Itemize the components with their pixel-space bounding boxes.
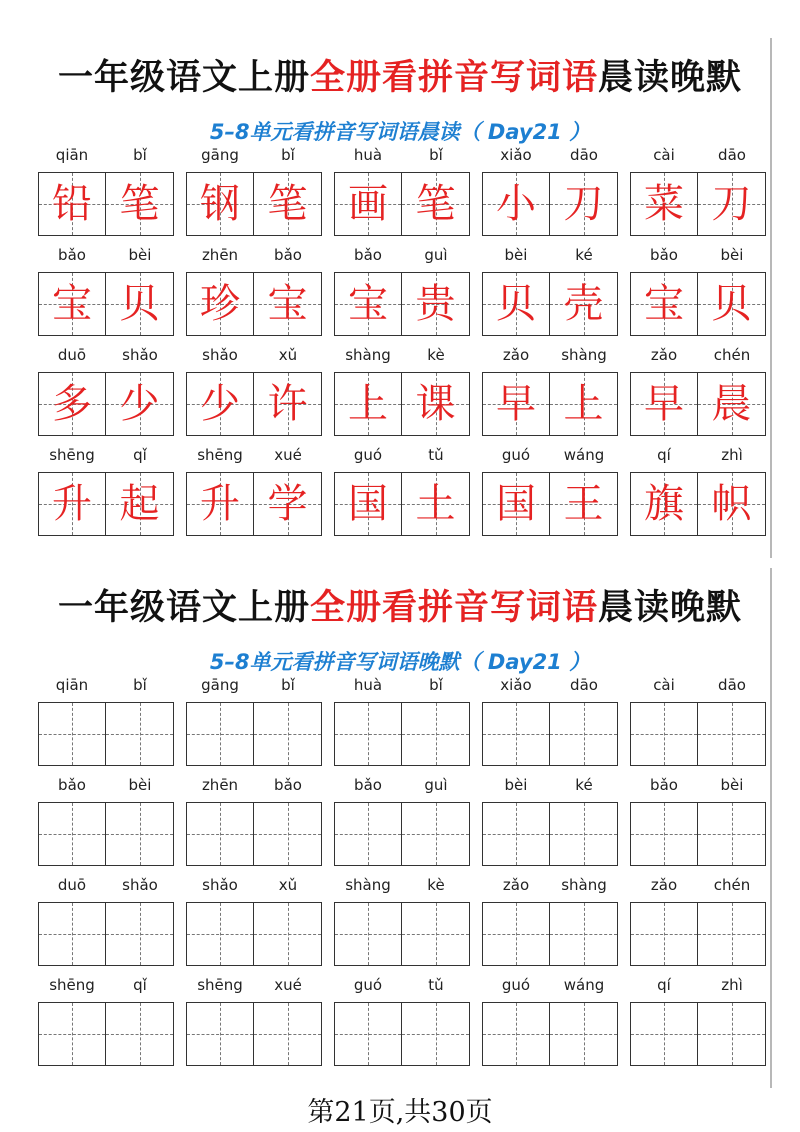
word-item	[38, 876, 176, 966]
hanzi-character: 珍	[200, 281, 240, 327]
pinyin-label: bǎo	[354, 776, 382, 794]
word-item	[186, 876, 324, 966]
writing-cell[interactable]	[187, 903, 254, 965]
pinyin-label: zǎo	[650, 346, 678, 364]
word-item	[482, 146, 620, 236]
word-item	[186, 776, 324, 866]
tianzige-box	[630, 472, 766, 536]
tianzige-box	[482, 472, 618, 536]
writing-cell	[402, 273, 469, 335]
writing-cell	[698, 173, 765, 235]
writing-cell	[254, 473, 321, 535]
tianzige-box[interactable]	[38, 902, 174, 966]
tianzige-box	[38, 372, 174, 436]
pinyin-label: bèi	[720, 246, 744, 264]
writing-cell[interactable]	[39, 903, 106, 965]
tianzige-box[interactable]	[630, 702, 766, 766]
word-item	[482, 446, 620, 536]
pinyin-label: zhì	[721, 446, 743, 464]
writing-cell[interactable]	[106, 703, 173, 765]
writing-cell	[254, 173, 321, 235]
tianzige-box	[482, 272, 618, 336]
word-item	[630, 976, 768, 1066]
title-part-1: 一年级语文上册	[57, 587, 310, 628]
word-grid	[38, 146, 768, 546]
writing-cell	[550, 173, 617, 235]
writing-cell	[631, 373, 698, 435]
pinyin-label: guì	[424, 246, 448, 264]
pinyin-label: huà	[353, 676, 383, 694]
hanzi-character: 壳	[563, 281, 604, 327]
writing-cell	[254, 373, 321, 435]
pinyin-label: bèi	[128, 776, 152, 794]
morning-reading-sheet	[28, 38, 772, 558]
pinyin-label: xué	[274, 446, 302, 464]
pinyin-label: guó	[353, 446, 383, 464]
writing-cell[interactable]	[254, 903, 321, 965]
pinyin-label: dāo	[570, 146, 598, 164]
hanzi-character: 早	[496, 381, 536, 427]
writing-cell[interactable]	[187, 1003, 254, 1065]
pinyin-label: wáng	[563, 446, 605, 464]
writing-cell[interactable]	[483, 703, 550, 765]
pinyin-label: bǎo	[274, 246, 302, 264]
writing-cell[interactable]	[483, 1003, 550, 1065]
writing-cell	[483, 373, 550, 435]
word-item	[630, 246, 768, 336]
pinyin-label: shēng	[49, 446, 95, 464]
word-item	[334, 976, 472, 1066]
word-item	[38, 446, 176, 536]
pinyin-label: shēng	[49, 976, 95, 994]
writing-cell	[698, 473, 765, 535]
pinyin-label: bǎo	[58, 246, 86, 264]
pinyin-label: zǎo	[650, 876, 678, 894]
word-item	[38, 976, 176, 1066]
word-item	[186, 346, 324, 436]
tianzige-box	[482, 372, 618, 436]
pinyin-label: ké	[575, 776, 593, 794]
hanzi-character: 多	[52, 381, 92, 427]
pinyin-label: bǐ	[133, 146, 147, 164]
pinyin-label: qǐ	[133, 446, 147, 464]
word-item	[482, 246, 620, 336]
tianzige-box	[334, 272, 470, 336]
pinyin-label: gāng	[201, 676, 239, 694]
writing-cell[interactable]	[550, 803, 617, 865]
writing-cell	[254, 273, 321, 335]
hanzi-character: 笔	[119, 181, 160, 227]
word-item	[630, 346, 768, 436]
tianzige-box[interactable]	[630, 902, 766, 966]
word-item	[186, 446, 324, 536]
word-item	[482, 676, 620, 766]
pinyin-label: zhì	[721, 976, 743, 994]
pinyin-label: bǐ	[281, 146, 295, 164]
pinyin-label: huà	[353, 146, 383, 164]
pinyin-label: zǎo	[502, 876, 530, 894]
writing-cell	[335, 273, 402, 335]
writing-cell[interactable]	[254, 1003, 321, 1065]
writing-cell	[483, 473, 550, 535]
word-item	[334, 146, 472, 236]
pinyin-label: qiān	[55, 676, 89, 694]
pinyin-label: shēng	[197, 446, 243, 464]
writing-cell	[187, 173, 254, 235]
tianzige-box[interactable]	[186, 702, 322, 766]
word-item	[38, 346, 176, 436]
hanzi-character: 起	[119, 481, 160, 527]
writing-cell	[106, 273, 173, 335]
pinyin-label: bèi	[128, 246, 152, 264]
tianzige-box[interactable]	[482, 702, 618, 766]
hanzi-character: 升	[52, 481, 92, 527]
tianzige-box	[630, 272, 766, 336]
writing-cell[interactable]	[631, 703, 698, 765]
pinyin-label: chén	[713, 876, 751, 894]
pinyin-label: shǎo	[202, 876, 238, 894]
hanzi-character: 上	[563, 381, 604, 427]
pinyin-label: qí	[657, 976, 671, 994]
title-part-red: 全册看拼音写词语	[309, 587, 598, 628]
word-item	[630, 446, 768, 536]
word-item	[630, 776, 768, 866]
writing-cell[interactable]	[698, 1003, 765, 1065]
writing-cell[interactable]	[698, 903, 765, 965]
pinyin-label: guó	[353, 976, 383, 994]
tianzige-box[interactable]	[38, 1002, 174, 1066]
hanzi-character: 笔	[267, 181, 308, 227]
writing-cell[interactable]	[106, 1003, 173, 1065]
word-item	[38, 246, 176, 336]
hanzi-character: 土	[415, 481, 456, 527]
word-item	[482, 346, 620, 436]
word-item	[186, 246, 324, 336]
word-item	[630, 676, 768, 766]
sheet-subtitle: 5–8单元看拼音写词语晨读（ Day21 ）	[209, 120, 591, 144]
pinyin-label: shǎo	[122, 346, 158, 364]
tianzige-box	[334, 172, 470, 236]
writing-cell[interactable]	[402, 803, 469, 865]
pinyin-label: shàng	[345, 346, 391, 364]
pinyin-label: zǎo	[502, 346, 530, 364]
hanzi-character: 贝	[711, 281, 752, 327]
tianzige-box[interactable]	[482, 1002, 618, 1066]
writing-cell	[550, 473, 617, 535]
word-item	[38, 676, 176, 766]
writing-cell[interactable]	[402, 703, 469, 765]
pinyin-label: qǐ	[133, 976, 147, 994]
writing-cell[interactable]	[254, 803, 321, 865]
writing-cell[interactable]	[402, 1003, 469, 1065]
hanzi-character: 国	[496, 481, 536, 527]
writing-cell[interactable]	[335, 703, 402, 765]
word-item	[482, 776, 620, 866]
pinyin-label: shǎo	[202, 346, 238, 364]
pinyin-label: bǎo	[274, 776, 302, 794]
tianzige-box	[334, 472, 470, 536]
writing-cell	[335, 373, 402, 435]
writing-cell	[106, 173, 173, 235]
pinyin-label: qí	[657, 446, 671, 464]
title-part-2: 晨读晚默	[598, 587, 743, 628]
writing-cell	[402, 473, 469, 535]
hanzi-character: 课	[415, 381, 456, 427]
writing-cell	[402, 373, 469, 435]
pinyin-label: dāo	[718, 146, 746, 164]
word-item	[334, 676, 472, 766]
hanzi-character: 笔	[415, 181, 456, 227]
pinyin-label: duō	[57, 876, 87, 894]
writing-cell	[483, 273, 550, 335]
pinyin-label: bèi	[720, 776, 744, 794]
writing-cell	[631, 173, 698, 235]
word-item	[334, 876, 472, 966]
writing-cell	[106, 473, 173, 535]
pinyin-label: cài	[653, 146, 675, 164]
tianzige-box	[186, 472, 322, 536]
writing-cell	[39, 373, 106, 435]
word-item	[334, 246, 472, 336]
writing-cell	[550, 373, 617, 435]
pinyin-label: bèi	[504, 776, 528, 794]
pinyin-label: xué	[274, 976, 302, 994]
pinyin-label: zhēn	[201, 776, 239, 794]
writing-cell	[631, 273, 698, 335]
writing-cell[interactable]	[550, 903, 617, 965]
writing-cell[interactable]	[254, 703, 321, 765]
pinyin-label: bǎo	[650, 246, 678, 264]
writing-cell[interactable]	[335, 803, 402, 865]
writing-cell	[698, 373, 765, 435]
writing-cell	[39, 273, 106, 335]
word-item	[630, 876, 768, 966]
pinyin-label: guì	[424, 776, 448, 794]
tianzige-box	[38, 272, 174, 336]
writing-cell[interactable]	[631, 1003, 698, 1065]
hanzi-character: 刀	[563, 181, 604, 227]
pinyin-label: dāo	[570, 676, 598, 694]
writing-cell[interactable]	[698, 703, 765, 765]
page-number: 第21页,共30页	[307, 1097, 493, 1128]
writing-cell[interactable]	[550, 1003, 617, 1065]
writing-cell	[187, 273, 254, 335]
pinyin-label: kè	[427, 346, 445, 364]
pinyin-label: guó	[501, 976, 531, 994]
writing-cell	[631, 473, 698, 535]
pinyin-label: ké	[575, 246, 593, 264]
word-item	[630, 146, 768, 236]
writing-cell	[187, 473, 254, 535]
writing-cell	[39, 173, 106, 235]
writing-cell[interactable]	[39, 703, 106, 765]
writing-cell	[187, 373, 254, 435]
pinyin-label: bǐ	[133, 676, 147, 694]
pinyin-label: bǐ	[281, 676, 295, 694]
pinyin-label: tǔ	[428, 976, 444, 994]
writing-cell[interactable]	[335, 903, 402, 965]
writing-cell	[402, 173, 469, 235]
evening-dictation-sheet	[28, 568, 772, 1088]
word-item	[482, 976, 620, 1066]
title-part-red: 全册看拼音写词语	[309, 57, 598, 98]
sheet-subtitle: 5–8单元看拼音写词语晚默（ Day21 ）	[209, 650, 591, 674]
title-part-1: 一年级语文上册	[57, 57, 310, 98]
tianzige-box	[38, 472, 174, 536]
tianzige-box	[38, 172, 174, 236]
pinyin-label: bèi	[504, 246, 528, 264]
tianzige-box[interactable]	[630, 802, 766, 866]
hanzi-character: 钢	[200, 181, 240, 227]
pinyin-label: gāng	[201, 146, 239, 164]
pinyin-label: tǔ	[428, 446, 444, 464]
writing-cell[interactable]	[187, 703, 254, 765]
hanzi-character: 上	[348, 381, 388, 427]
hanzi-character: 许	[267, 381, 308, 427]
writing-cell[interactable]	[550, 703, 617, 765]
tianzige-box[interactable]	[334, 702, 470, 766]
writing-cell[interactable]	[698, 803, 765, 865]
hanzi-character: 宝	[644, 281, 684, 327]
word-grid	[38, 676, 768, 1076]
word-item	[38, 776, 176, 866]
pinyin-label: duō	[57, 346, 87, 364]
writing-cell	[106, 373, 173, 435]
hanzi-character: 国	[348, 481, 388, 527]
writing-cell[interactable]	[106, 903, 173, 965]
writing-cell[interactable]	[631, 803, 698, 865]
hanzi-character: 画	[348, 181, 388, 227]
writing-cell[interactable]	[402, 903, 469, 965]
hanzi-character: 宝	[348, 281, 388, 327]
pinyin-label: xiǎo	[500, 676, 532, 694]
hanzi-character: 铅	[52, 181, 92, 227]
tianzige-box	[334, 372, 470, 436]
tianzige-box[interactable]	[38, 702, 174, 766]
writing-cell	[550, 273, 617, 335]
pinyin-label: zhēn	[201, 246, 239, 264]
hanzi-character: 贵	[415, 281, 456, 327]
pinyin-label: cài	[653, 676, 675, 694]
sheet-title	[28, 50, 772, 100]
tianzige-box	[186, 172, 322, 236]
tianzige-box[interactable]	[334, 1002, 470, 1066]
tianzige-box	[630, 372, 766, 436]
writing-cell	[483, 173, 550, 235]
tianzige-box[interactable]	[482, 902, 618, 966]
tianzige-box	[482, 172, 618, 236]
hanzi-character: 宝	[52, 281, 92, 327]
tianzige-box	[186, 272, 322, 336]
pinyin-label: shàng	[561, 346, 607, 364]
hanzi-character: 晨	[711, 381, 752, 427]
writing-cell	[698, 273, 765, 335]
pinyin-label: shàng	[561, 876, 607, 894]
hanzi-character: 刀	[711, 181, 752, 227]
word-item	[38, 146, 176, 236]
pinyin-label: bǐ	[429, 676, 443, 694]
writing-cell	[335, 173, 402, 235]
pinyin-label: xǔ	[278, 346, 298, 364]
writing-cell	[39, 473, 106, 535]
pinyin-label: dāo	[718, 676, 746, 694]
tianzige-box[interactable]	[334, 802, 470, 866]
writing-cell[interactable]	[483, 803, 550, 865]
writing-cell[interactable]	[106, 803, 173, 865]
pinyin-label: qiān	[55, 146, 89, 164]
writing-cell[interactable]	[631, 903, 698, 965]
hanzi-character: 宝	[267, 281, 308, 327]
writing-cell[interactable]	[39, 1003, 106, 1065]
sheet-title	[28, 580, 772, 630]
tianzige-box[interactable]	[482, 802, 618, 866]
pinyin-label: bǐ	[429, 146, 443, 164]
pinyin-label: xǔ	[278, 876, 298, 894]
tianzige-box[interactable]	[334, 902, 470, 966]
hanzi-character: 升	[200, 481, 240, 527]
word-item	[334, 776, 472, 866]
tianzige-box[interactable]	[38, 802, 174, 866]
hanzi-character: 菜	[644, 181, 684, 227]
tianzige-box[interactable]	[186, 802, 322, 866]
hanzi-character: 少	[200, 381, 240, 427]
pinyin-label: shēng	[197, 976, 243, 994]
pinyin-label: kè	[427, 876, 445, 894]
pinyin-label: bǎo	[650, 776, 678, 794]
hanzi-character: 学	[267, 481, 308, 527]
word-item	[334, 346, 472, 436]
hanzi-character: 小	[496, 181, 536, 227]
writing-cell[interactable]	[187, 803, 254, 865]
tianzige-box	[186, 372, 322, 436]
pinyin-label: guó	[501, 446, 531, 464]
hanzi-character: 王	[563, 481, 604, 527]
pinyin-label: xiǎo	[500, 146, 532, 164]
hanzi-character: 帜	[711, 481, 752, 527]
title-part-2: 晨读晚默	[598, 57, 743, 98]
word-item	[186, 976, 324, 1066]
pinyin-label: chén	[713, 346, 751, 364]
hanzi-character: 早	[644, 381, 684, 427]
pinyin-label: bǎo	[354, 246, 382, 264]
pinyin-label: shàng	[345, 876, 391, 894]
hanzi-character: 贝	[119, 281, 160, 327]
writing-cell[interactable]	[39, 803, 106, 865]
hanzi-character: 少	[119, 381, 160, 427]
writing-cell[interactable]	[483, 903, 550, 965]
writing-cell	[335, 473, 402, 535]
pinyin-label: shǎo	[122, 876, 158, 894]
word-item	[482, 876, 620, 966]
hanzi-character: 贝	[496, 281, 536, 327]
tianzige-box[interactable]	[186, 1002, 322, 1066]
pinyin-label: bǎo	[58, 776, 86, 794]
word-item	[186, 146, 324, 236]
writing-cell[interactable]	[335, 1003, 402, 1065]
hanzi-character: 旗	[644, 481, 684, 527]
pinyin-label: wáng	[563, 976, 605, 994]
word-item	[186, 676, 324, 766]
tianzige-box[interactable]	[186, 902, 322, 966]
tianzige-box	[630, 172, 766, 236]
tianzige-box[interactable]	[630, 1002, 766, 1066]
word-item	[334, 446, 472, 536]
